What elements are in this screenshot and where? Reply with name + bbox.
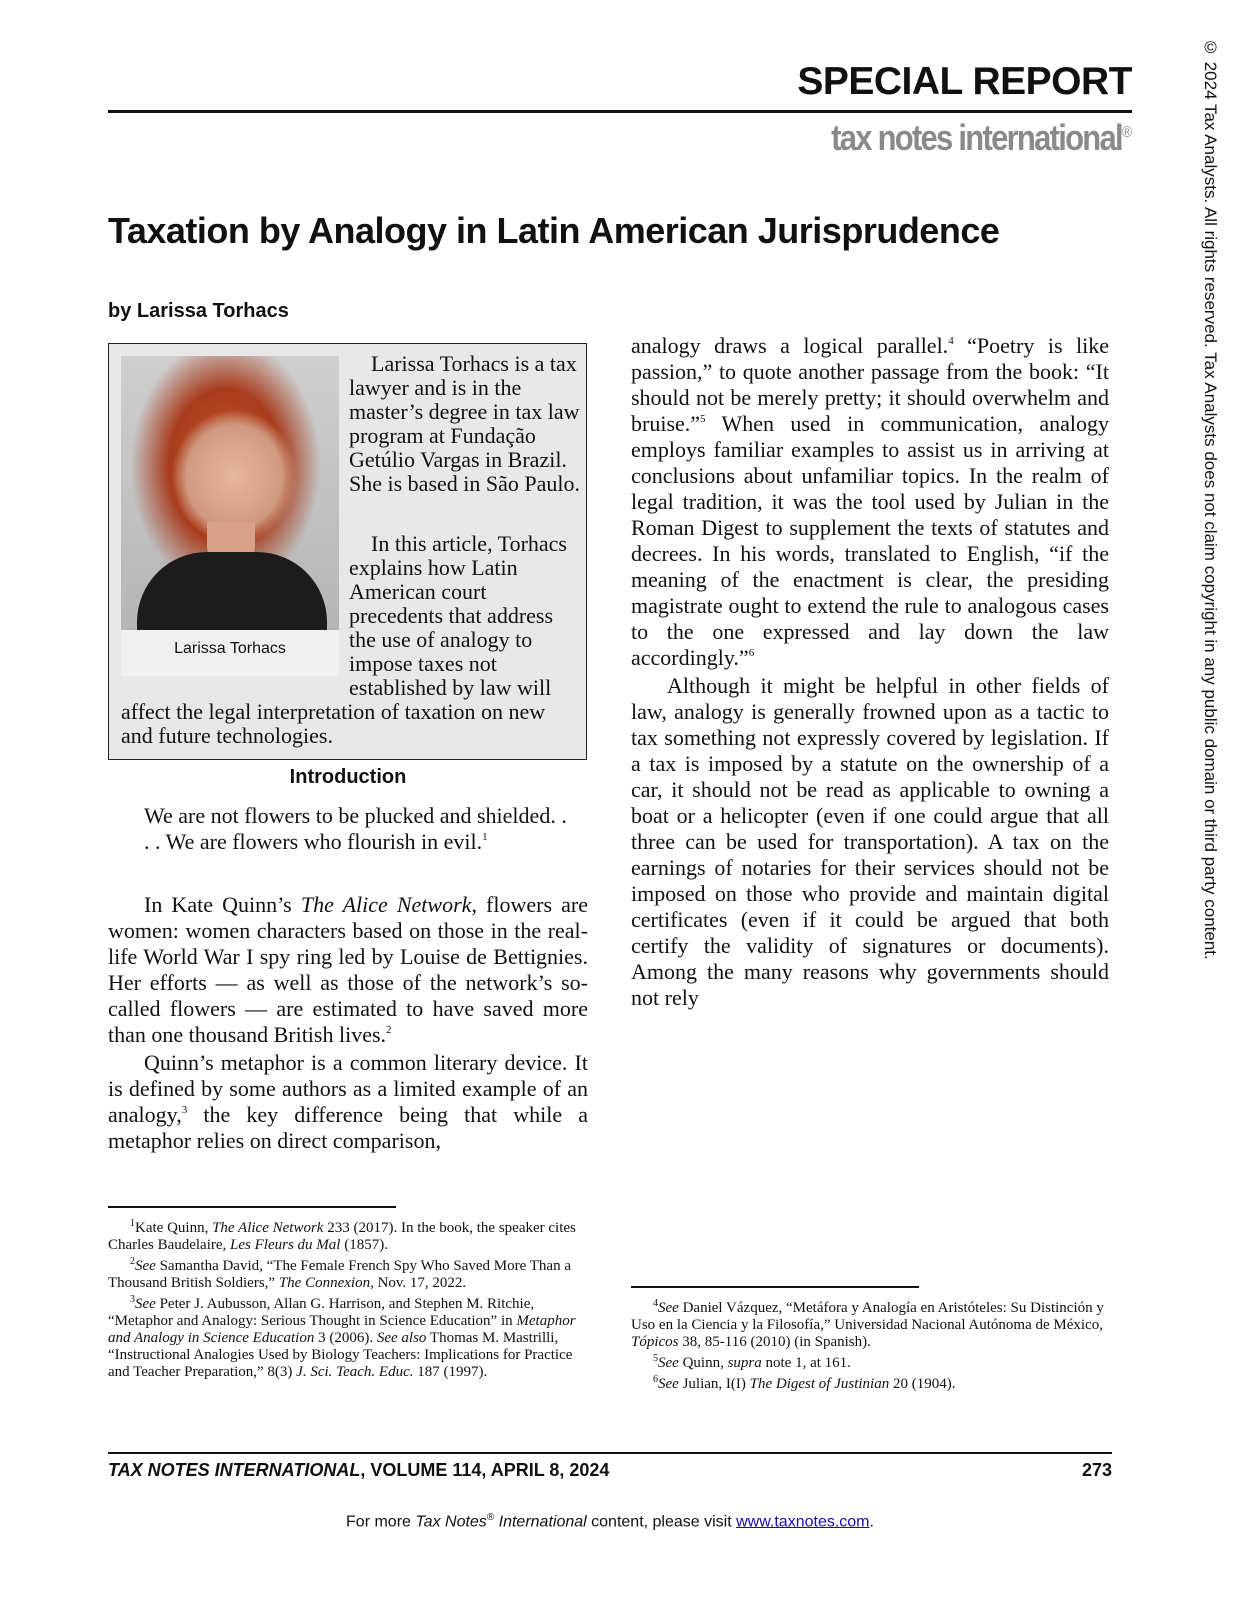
text-run: 187 (1997). [413,1364,488,1380]
footnote [631,1355,1111,1372]
body-paragraph [108,892,588,1048]
header-rule [108,110,1132,113]
epigraph [144,803,574,855]
footnote [631,1300,1111,1351]
article-title: Taxation by Analogy in Latin American Jurisprudence [108,210,1000,251]
italic-run: See [658,1355,679,1371]
text-run: content, please visit [586,1513,737,1531]
right-column-body [631,333,1109,1013]
italic-run: The Connexion [278,1275,371,1291]
italic-run: See [135,1296,156,1312]
italic-run: International [494,1513,587,1531]
footnote-ref: 5 [700,413,706,425]
text-run: , flowers are women: women characters based on those in the real-life World War I spy ring led by Louise de Bettignies. Her efforts — as well as those of the network’s so-called flowers — are estimated to have saved more than one thousand British lives. [108,892,588,1047]
text-run: 233 (2017). In the book, the speaker cites Charles Baudelaire, [108,1220,576,1253]
footnote [108,1220,588,1254]
section-label: SPECIAL REPORT [797,60,1132,103]
italic-run: The Alice Network [212,1220,324,1236]
body-paragraph [108,1050,588,1154]
footnote-ref: 4 [948,335,954,347]
author-photo-shoulders [137,552,327,630]
bio-paragraph-1: Larissa Torhacs is a tax lawyer and is in the master’s degree in tax law program at Fundação Getúlio Vargas in Brazil. She is based in São Paulo. [349,351,580,496]
italic-run: See [658,1300,679,1316]
footnote [108,1258,588,1292]
copyright-notice: © 2024 Tax Analysts. All rights reserved. Tax Analysts does not claim copyright in any public domain or third party content. [1201,38,1220,960]
book-title: The Alice Network [300,892,472,917]
text-run: Quinn, [678,1355,728,1371]
text-run: Samantha David, “The Female French Spy Who Saved More Than a Thousand British Soldiers,” [108,1258,572,1291]
italic-run: Tax Notes [415,1513,487,1531]
text-run: (1857). [340,1237,388,1253]
bio-paragraph-2-bottom: affect the legal interpretation of taxation on new and future technologies. [121,699,546,748]
brand-logo [760,117,1132,159]
footnote-rule [108,1206,396,1208]
author-bio-box [108,343,587,760]
footer-rule [108,1452,1112,1454]
epigraph-text: We are not flowers to be plucked and shielded. . . . We are flowers who flourish in evil. [144,803,567,854]
footnote-rule [631,1286,919,1288]
footnote-number: 2 [130,1256,135,1267]
italic-run: Metaphor and Analogy in Science Education [108,1313,576,1346]
footnote-ref: 3 [181,1104,188,1116]
text-run: Thomas M. Mastrilli, “Instructional Analogies Used by Biology Teachers: Implications for Practice and Teacher Preparation,” 8(3) [108,1330,573,1380]
left-column-body [108,892,588,1156]
text-run: the key difference being that while a metaphor relies on direct comparison, [108,1102,588,1153]
text-run: analogy draws a logical parallel. [631,333,949,358]
text-run: Quinn’s metaphor is a common literary device. It is defined by some authors as a limited example of an analogy, [108,1050,588,1127]
footnote-number: 4 [653,1298,658,1309]
text-run: note 1, at 161. [761,1355,851,1371]
footnote-number: 5 [653,1353,658,1364]
registered-mark: ® [486,1512,495,1523]
brand-name: tax notes international [831,117,1122,158]
italic-run: Les Fleurs du Mal [230,1237,341,1253]
text-run: . [869,1513,874,1531]
text-run: Peter J. Aubusson, Allan G. Harrison, and Stephen M. Ritchie, “Metaphor and Analogy: Serious Thought in Science Education” in [108,1296,535,1329]
italic-run: See [658,1376,679,1392]
issue-info: , VOLUME 114, APRIL 8, 2024 [360,1460,610,1480]
author-photo [121,356,339,630]
footnote-ref: 6 [748,647,755,659]
italic-run: See also [376,1330,427,1346]
italic-run: Tópicos [631,1334,679,1350]
footnote-number: 6 [653,1374,658,1385]
italic-run: See [135,1258,156,1274]
footnotes-right [631,1300,1111,1397]
photo-caption: Larissa Torhacs [174,640,286,657]
text-run: In Kate Quinn’s [144,892,301,917]
text-run: Kate Quinn, [135,1220,213,1236]
body-paragraph [631,333,1109,671]
text-run: Julian, I(I) [678,1376,750,1392]
text-run: 3 (2006). [314,1330,377,1346]
text-run: “Poetry is like passion,” to quote another passage from the book: “It should not be merely pretty; it should overwhelm and bruise.” [631,333,1109,436]
footnote-number: 3 [130,1294,135,1305]
footer-visit-line [108,1512,1112,1531]
journal-name: TAX NOTES INTERNATIONAL [108,1460,361,1480]
text-run: 20 (1904). [889,1376,956,1392]
italic-run: The Digest of Justinian [749,1376,890,1392]
text-run: For more [346,1513,416,1531]
footnote-ref: 2 [386,1024,392,1036]
taxnotes-link[interactable]: www.taxnotes.com [736,1513,870,1531]
text-run: Daniel Vázquez, “Metáfora y Analogía en Aristóteles: Su Distinción y Uso en la Ciencia y la Filosofía,” Universidad Nacional Autónoma de México, [631,1300,1104,1333]
text-run: , Nov. 17, 2022. [370,1275,467,1291]
article-byline: by Larissa Torhacs [108,300,289,322]
footnote-number: 1 [130,1218,135,1229]
text-run: When used in communication, analogy employs familiar examples to assist us in arriving at conclusions about unfamiliar topics. In the realm of legal tradition, it was the tool used by Julian in the Roman Digest to supplement the texts of statutes and decrees. In his words, translated to English, “if the meaning of the enactment is clear, the presiding magistrate ought to extend the rule to analogous cases to the one expressed and lay down the law accordingly.” [631,411,1109,670]
footnote-ref: 1 [482,831,488,843]
page-number: 273 [1081,1460,1112,1480]
footer-journal-info [108,1460,609,1481]
italic-run: supra [727,1355,762,1371]
text-run: 38, 85-116 (2010) (in Spanish). [678,1334,871,1350]
bio-paragraph-2-top: In this article, Torhacs explains how Latin American court precedents that address the use of analogy to impose taxes not established by law will [349,531,567,700]
footnote [108,1296,588,1381]
footnotes-left [108,1220,588,1385]
body-paragraph: Although it might be helpful in other fields of law, analogy is generally frowned upon as a tactic to tax something not expressly covered by legislation. If a tax is imposed by a statute on the ownership of a car, it should not be read as applicable to owning a boat or a helicopter (even if one could argue that all three can be used for transportation). A tax on the earnings of notaries for their services should not be imposed on those who provide and maintain digital certificates (even if it could be argued that both certify the validity of signatures or documents). Among the many reasons why governments should not rely [631,673,1109,1010]
section-heading: Introduction [289,766,407,788]
footnote [631,1376,1111,1393]
italic-run: J. Sci. Teach. Educ. [296,1364,414,1380]
brand-registered-mark: ® [1121,124,1132,141]
